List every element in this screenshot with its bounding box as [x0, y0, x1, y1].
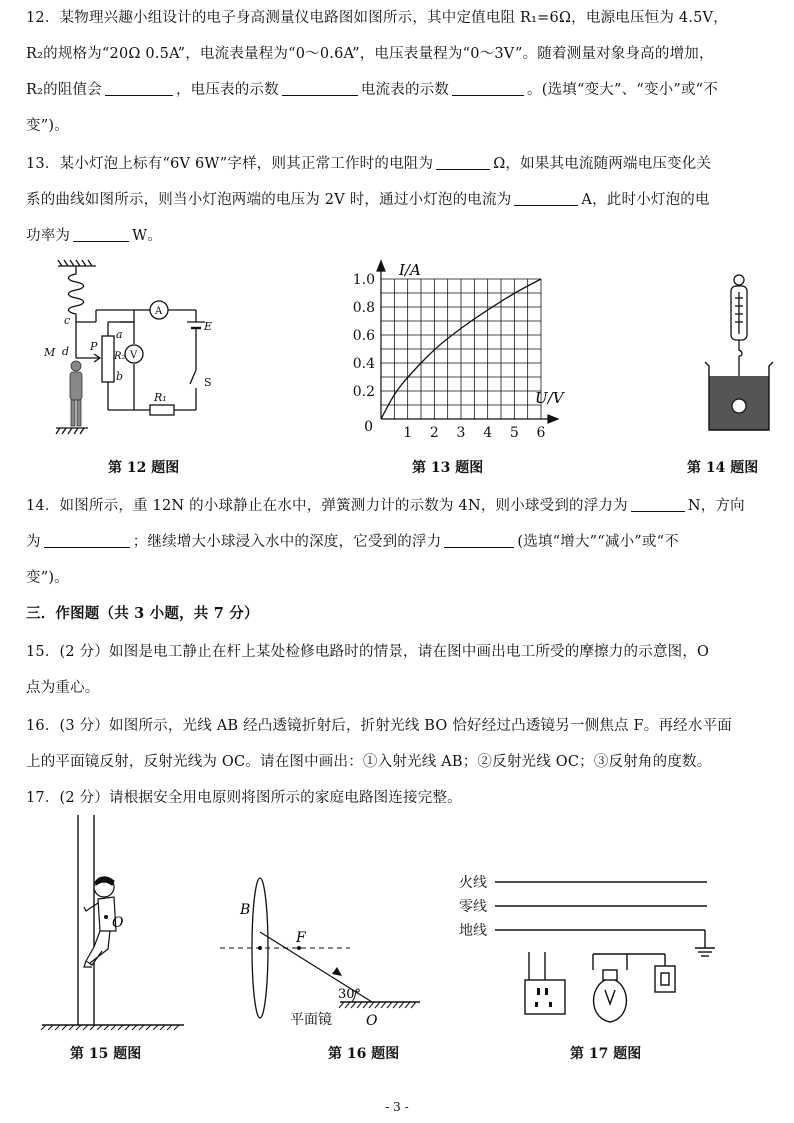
fig13-origin: 0 [364, 419, 373, 435]
q12-line1: 12．某物理兴趣小组设计的电子身高测量仪电路图如图所示，其中定值电阻 R₁=6Ω，电源电压恒为 4.5V， [26, 10, 728, 26]
fig17-home-circuit [455, 870, 755, 1040]
fig13-ytick: 0.6 [352, 328, 375, 344]
fig12-caption: 第 12 题图 [108, 460, 180, 476]
q12-text-c: 电流表的示数 [360, 82, 450, 98]
q13-text-a: 13．某小灯泡上标有“6V 6W”字样，则其正常工作时的电阻为 [26, 156, 434, 172]
q13-text-b: Ω，如果其电流随两端电压变化关 [493, 156, 712, 172]
q16-line1: 16．(3 分）如图所示，光线 AB 经凸透镜折射后，折射光线 BO 恰好经过凸透镜另一侧焦点 F。再经水平面 [26, 718, 732, 734]
q13-blank-2[interactable] [514, 191, 578, 206]
fig12-label-R1: R₁ [154, 391, 167, 404]
q14-text-b: N，方向 [687, 498, 745, 514]
q13-blank-1[interactable] [436, 155, 490, 170]
q12-line3 [26, 78, 718, 99]
fig14-caption: 第 14 题图 [687, 460, 759, 476]
q12-text-a: R₂的阻值会 [26, 82, 102, 98]
q12-text-b: ，电压表的示数 [175, 82, 279, 98]
fig13-xtick: 2 [429, 425, 439, 441]
fig13-xtick: 3 [456, 425, 466, 441]
fig13-xtick: 6 [536, 425, 546, 441]
fig13-ytick: 0.2 [352, 384, 375, 400]
q12-line2: R₂的规格为“20Ω 0.5A”，电流表量程为“0～0.6A”，电压表量程为“0～3V”。随着测量对象身高的增加， [26, 46, 714, 62]
fig13-ylabel: I/A [399, 261, 421, 279]
fig12-label-a: a [116, 328, 123, 341]
q14-blank-2[interactable] [44, 533, 130, 548]
fig16-optics [220, 870, 450, 1030]
fig12-label-S: S [204, 376, 212, 389]
fig15-caption: 第 15 题图 [70, 1046, 142, 1062]
q12-blank-2[interactable] [282, 81, 358, 96]
fig16-caption: 第 16 题图 [328, 1046, 400, 1062]
q14-line2 [26, 530, 679, 551]
fig13-chart [352, 255, 575, 445]
q13-text-f: W。 [132, 228, 162, 244]
page-number: - 3 - [385, 1100, 409, 1114]
fig12-label-R2: R₂ [114, 351, 126, 362]
fig16-label-O: O [366, 1013, 378, 1029]
fig17-label-neutral: 零线 [459, 899, 487, 915]
q13-text-e: 功率为 [26, 228, 71, 244]
fig15-electrician [38, 815, 188, 1030]
fig12-label-E: E [204, 320, 213, 333]
fig16-label-angle: 30° [338, 987, 362, 1002]
fig12-label-M: M [44, 346, 56, 359]
q14-line3: 变”)。 [26, 570, 69, 586]
fig13-caption: 第 13 题图 [412, 460, 484, 476]
q14-text-d: ；继续增大小球浸入水中的深度，它受到的浮力 [132, 534, 442, 550]
q13-line3 [26, 224, 162, 245]
fig13-xtick: 4 [483, 425, 493, 441]
q16-line2: 上的平面镜反射，反射光线为 OC。请在图中画出：①入射光线 AB；②反射光线 OC；③反射角的度数。 [26, 754, 712, 770]
fig13-ytick: 0.8 [352, 300, 375, 316]
q12-line4: 变”)。 [26, 118, 69, 134]
fig14-apparatus [695, 270, 785, 445]
fig16-label-B: B [240, 902, 251, 918]
q13-text-c: 系的曲线如图所示，则当小灯泡两端的电压为 2V 时，通过小灯泡的电流为 [26, 192, 512, 208]
fig12-label-d: d [62, 345, 70, 358]
fig17-caption: 第 17 题图 [570, 1046, 642, 1062]
q14-text-a: 14．如图所示，重 12N 的小球静止在水中，弹簧测力计的示数为 4N，则小球受到的浮力为 [26, 498, 628, 514]
fig13-ytick: 1.0 [352, 272, 375, 288]
fig17-label-live: 火线 [459, 875, 487, 891]
fig12-label-b: b [116, 370, 124, 383]
q12-text-d: 。(选填“变大”、“变小”或“不 [527, 82, 718, 98]
fig13-grid [381, 279, 541, 419]
q15-line2: 点为重心。 [26, 680, 100, 696]
q13-text-d: A，此时小灯泡的电 [581, 192, 710, 208]
fig15-label-O: O [112, 915, 124, 931]
q12-blank-3[interactable] [452, 81, 524, 96]
fig12-circuit [36, 258, 226, 443]
fig12-label-A: A [155, 306, 163, 317]
q14-line1 [26, 494, 745, 515]
fig17-label-ground: 地线 [459, 923, 487, 939]
fig12-label-V: V [130, 350, 138, 361]
q17-line1: 17．(2 分）请根据安全用电原则将图所示的家庭电路图连接完整。 [26, 790, 462, 806]
section3-title: 三．作图题（共 3 小题，共 7 分） [26, 605, 259, 622]
fig13-xtick: 5 [509, 425, 519, 441]
q12-blank-1[interactable] [105, 81, 173, 96]
q14-blank-3[interactable] [444, 533, 514, 548]
q13-line2 [26, 188, 710, 209]
q14-text-c: 为 [26, 534, 41, 550]
q15-line1: 15．(2 分）如图是电工静止在杆上某处检修电路时的情景，请在图中画出电工所受的摩擦力的示意图，O [26, 644, 710, 660]
q14-text-e: (选填“增大”“减小”或“不 [517, 534, 679, 550]
fig16-label-mirror: 平面镜 [290, 1012, 332, 1028]
fig13-xtick: 1 [403, 425, 413, 441]
fig16-label-F: F [296, 930, 306, 946]
fig13-xlabel: U/V [535, 389, 564, 407]
q13-blank-3[interactable] [73, 227, 129, 242]
fig12-label-c: c [64, 314, 71, 327]
q13-line1 [26, 152, 711, 173]
q14-blank-1[interactable] [631, 497, 685, 512]
fig12-label-P: P [90, 340, 98, 353]
fig13-ytick: 0.4 [352, 356, 375, 372]
